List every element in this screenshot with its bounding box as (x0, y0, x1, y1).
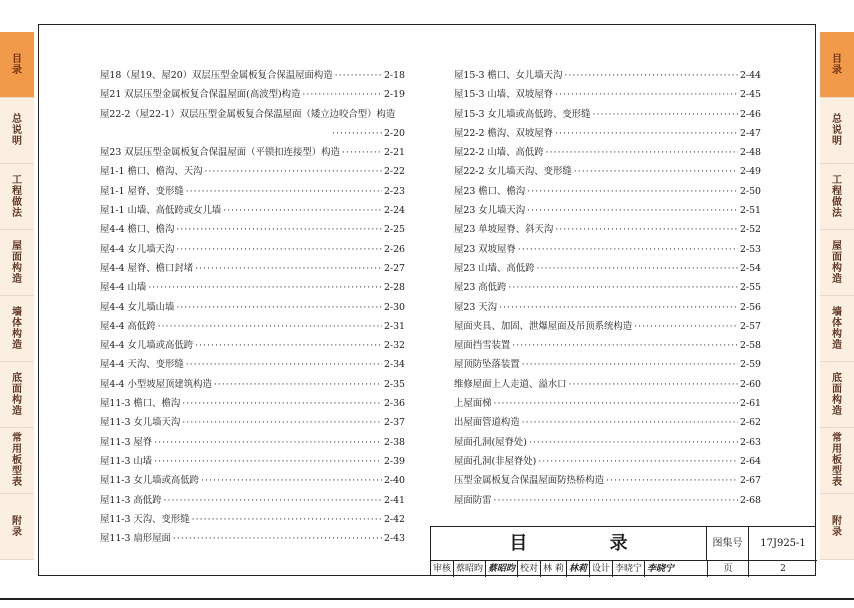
toc-entry-title: 屋22-2 檐沟、双坡屋脊 (454, 127, 554, 139)
signature-row (431, 561, 676, 577)
toc-entry-page: 2-28 (383, 282, 405, 294)
toc-entry-title: 屋1-1 檐口、檐沟、天沟 (100, 166, 203, 178)
toc-entry[interactable] (100, 182, 405, 201)
left-tab-5[interactable]: 底面构造 (0, 362, 34, 428)
toc-entry[interactable] (454, 240, 761, 259)
toc-entry-title: 出屋面管道构造 (454, 417, 520, 429)
toc-entry[interactable] (454, 85, 761, 104)
toc-leader-dots (555, 220, 738, 239)
toc-leader-dots (512, 336, 738, 355)
toc-entry[interactable] (454, 452, 761, 471)
toc-entry[interactable] (100, 491, 405, 510)
toc-entry[interactable] (454, 201, 761, 220)
toc-entry[interactable] (100, 85, 405, 104)
toc-entry-title: 屋面孔洞(屋脊处) (454, 436, 527, 448)
toc-entry-title: 屋4-4 檐口、檐沟 (100, 224, 175, 236)
toc-entry[interactable] (100, 201, 405, 220)
toc-entry-title: 屋面孔洞(非屋脊处) (454, 455, 537, 467)
left-tab-2[interactable]: 工程做法 (0, 164, 34, 230)
toc-entry-page: 2-59 (739, 359, 761, 371)
toc-entry-title: 压型金属板复合保温屋面防热桥构造 (454, 475, 605, 487)
toc-leader-dots (606, 471, 738, 490)
toc-left-column (100, 66, 405, 548)
toc-entry-title: 屋11-3 女儿墙或高低跨 (100, 475, 200, 487)
toc-entry[interactable] (100, 336, 405, 355)
toc-entry-page: 2-51 (739, 205, 761, 217)
left-tab-1[interactable]: 总说明 (0, 98, 34, 164)
toc-leader-dots (574, 162, 738, 181)
right-tab-4[interactable]: 墙体构造 (820, 296, 854, 362)
toc-entry-page: 2-47 (739, 127, 761, 139)
toc-entry[interactable] (454, 259, 761, 278)
toc-entry-page: 2-53 (739, 243, 761, 255)
toc-leader-dots (634, 317, 738, 336)
toc-entry-title: 屋21 双层压型金属板复合保温屋面(高波型)构造 (100, 89, 301, 101)
toc-entry[interactable] (100, 278, 405, 297)
reviewer-label: 审核 (431, 561, 454, 577)
toc-entry[interactable] (454, 220, 761, 239)
toc-entry[interactable] (100, 240, 405, 259)
left-tab-6[interactable]: 常用板型表 (0, 428, 34, 494)
toc-leader-dots (494, 394, 738, 413)
toc-leader-dots (154, 433, 382, 452)
toc-entry[interactable] (454, 413, 761, 432)
toc-entry[interactable] (454, 471, 761, 490)
toc-leader-dots (148, 278, 382, 297)
toc-entry-title: 屋23 山墙、高低跨 (454, 262, 535, 274)
left-tab-column (0, 32, 34, 562)
toc-entry-page: 2-22 (383, 166, 405, 178)
toc-entry-page: 2-56 (739, 301, 761, 313)
toc-entry-title: 上屋面梯 (454, 398, 492, 410)
toc-leader-dots (555, 124, 738, 143)
checker-name: 林 莉 (541, 561, 567, 577)
toc-entry-title: 屋22-2（屋22-1）双层压型金属板复合保温屋面（矮立边咬合型）构造 (100, 108, 396, 120)
toc-leader-dots (302, 85, 382, 104)
toc-entry-title: 屋23 天沟 (454, 301, 498, 313)
toc-leader-dots (176, 298, 382, 317)
toc-entry-title: 屋11-3 女儿墙天沟 (100, 417, 181, 429)
toc-entry-page: 2-60 (739, 378, 761, 390)
toc-entry-page: 2-52 (739, 224, 761, 236)
toc-entry-title: 屋11-3 山墙 (100, 455, 153, 467)
toc-leader-dots (214, 375, 382, 394)
toc-entry-page: 2-19 (383, 89, 405, 101)
toc-entry[interactable] (454, 317, 761, 336)
toc-entry-title: 屋11-3 高低跨 (100, 494, 162, 506)
toc-entry-page: 2-50 (739, 185, 761, 197)
toc-entry-page: 2-18 (383, 70, 405, 81)
toc-entry[interactable] (100, 220, 405, 239)
toc-entry[interactable] (100, 143, 405, 162)
toc-entry-title: 屋11-3 扇形屋面 (100, 533, 171, 545)
toc-entry-page: 2-44 (739, 70, 761, 81)
toc-entry-title: 屋23 双坡屋脊 (454, 243, 516, 255)
toc-entry[interactable] (100, 394, 405, 413)
toc-entry-page: 2-55 (739, 282, 761, 294)
toc-entry-page: 2-38 (383, 436, 405, 448)
toc-entry[interactable] (100, 471, 405, 490)
toc-entry-page: 2-43 (383, 533, 405, 545)
toc-entry-title: 屋18（屋19、屋20）双层压型金属板复合保温屋面构造 (100, 70, 333, 81)
toc-entry-page: 2-57 (739, 320, 761, 332)
toc-entry-title: 屋22-2 山墙、高低跨 (454, 147, 544, 159)
toc-entry[interactable] (454, 355, 761, 374)
toc-leader-dots (508, 278, 738, 297)
toc-entry-title: 屋15-3 女儿墙或高低跨、变形缝 (454, 108, 591, 120)
toc-entry[interactable] (100, 433, 405, 452)
toc-leader-dots (546, 143, 738, 162)
toc-entry-title: 屋面防雷 (454, 494, 492, 506)
toc-leader-dots (342, 143, 382, 162)
toc-leader-dots (195, 336, 382, 355)
toc-entry-page: 2-21 (383, 147, 405, 159)
toc-entry-page: 2-35 (383, 378, 405, 390)
toc-entry-page: 2-40 (383, 475, 405, 487)
atlas-number-label: 图集号 (707, 527, 749, 561)
title-block-title: 目 录 (431, 527, 707, 561)
right-tab-2[interactable]: 工程做法 (820, 164, 854, 230)
toc-entry[interactable] (100, 66, 405, 85)
toc-leader-dots (223, 201, 382, 220)
toc-leader-dots (176, 220, 382, 239)
toc-entry-title: 屋23 单坡屋脊、斜天沟 (454, 224, 554, 236)
toc-entry-page: 2-54 (739, 262, 761, 274)
toc-leader-dots (332, 124, 382, 143)
toc-entry-page: 2-39 (383, 455, 405, 467)
toc-entry-title: 屋4-4 女儿墙天沟 (100, 243, 175, 255)
toc-entry-title: 屋面挡雪装置 (454, 340, 511, 352)
toc-entry-page: 2-42 (383, 513, 405, 525)
toc-entry[interactable] (100, 259, 405, 278)
toc-entry-page: 2-48 (739, 147, 761, 159)
toc-entry-page: 2-24 (383, 205, 405, 217)
toc-entry[interactable] (454, 105, 761, 124)
toc-entry-page: 2-20 (383, 127, 405, 139)
toc-entry-title: 屋4-4 女儿墙山墙 (100, 301, 175, 313)
toc-entry-page: 2-36 (383, 398, 405, 410)
right-tab-7[interactable]: 附录 (820, 494, 854, 560)
toc-leader-dots (518, 240, 738, 259)
toc-leader-dots (186, 355, 382, 374)
right-tab-column (820, 32, 854, 562)
toc-entry-page: 2-37 (383, 417, 405, 429)
toc-entry[interactable] (100, 529, 405, 548)
left-tab-7[interactable]: 附录 (0, 494, 34, 560)
toc-entry[interactable] (100, 452, 405, 471)
toc-leader-dots (522, 355, 738, 374)
toc-entry[interactable] (100, 413, 405, 432)
right-tab-3[interactable]: 屋面构造 (820, 230, 854, 296)
toc-leader-dots (537, 259, 738, 278)
toc-entry[interactable] (454, 491, 761, 510)
toc-entry-page: 2-31 (383, 320, 405, 332)
toc-leader-dots (538, 452, 738, 471)
toc-entry-page: 2-30 (383, 301, 405, 313)
left-tab-3[interactable]: 屋面构造 (0, 230, 34, 296)
right-tab-6[interactable]: 常用板型表 (820, 428, 854, 494)
toc-leader-dots (522, 413, 738, 432)
toc-leader-dots (529, 433, 738, 452)
toc-entry[interactable] (454, 182, 761, 201)
toc-entry[interactable] (454, 278, 761, 297)
toc-leader-dots (201, 471, 382, 490)
toc-entry-page: 2-68 (739, 494, 761, 506)
toc-entry[interactable] (100, 510, 405, 529)
toc-entry[interactable] (100, 355, 405, 374)
toc-entry-title: 屋4-4 屋脊、檐口封堵 (100, 262, 194, 274)
toc-entry-title: 屋4-4 山墙 (100, 282, 147, 294)
toc-entry[interactable] (454, 336, 761, 355)
toc-entry-title: 屋23 双层压型金属板复合保温屋面（平锁扣连接型）构造 (100, 147, 340, 159)
toc-entry-title: 屋顶防坠落装置 (454, 359, 520, 371)
toc-leader-dots (564, 66, 738, 85)
toc-leader-dots (173, 529, 382, 548)
toc-leader-dots (499, 298, 738, 317)
toc-entry-page: 2-46 (739, 108, 761, 120)
toc-leader-dots (494, 491, 738, 510)
toc-entry-title: 屋面夹具、加固、泄爆屋面及吊顶系统构造 (454, 320, 633, 332)
toc-entry-title: 屋11-3 屋脊 (100, 436, 153, 448)
checker-label: 校对 (518, 561, 541, 577)
toc-entry-page: 2-32 (383, 340, 405, 352)
toc-entry-page: 2-67 (739, 475, 761, 487)
toc-leader-dots (204, 162, 381, 181)
toc-entry[interactable] (454, 375, 761, 394)
reviewer-signature: 蔡昭昀 (486, 561, 518, 577)
toc-entry[interactable] (100, 162, 405, 181)
reviewer-name: 蔡昭昀 (454, 561, 486, 577)
bottom-rule (0, 598, 854, 600)
toc-entry-page: 2-26 (383, 243, 405, 255)
toc-entry-title: 维修屋面上人走道、溢水口 (454, 378, 567, 390)
left-tab-4[interactable]: 墙体构造 (0, 296, 34, 362)
toc-leader-dots (555, 85, 738, 104)
toc-entry-title: 屋23 高低跨 (454, 282, 507, 294)
right-tab-5[interactable]: 底面构造 (820, 362, 854, 428)
toc-entry-page: 2-61 (739, 398, 761, 410)
right-tab-1[interactable]: 总说明 (820, 98, 854, 164)
toc-leader-dots (527, 201, 738, 220)
page-label: 页 (707, 561, 749, 577)
toc-entry[interactable] (454, 124, 761, 143)
toc-leader-dots (527, 182, 738, 201)
toc-entry-title: 屋15-3 山墙、双坡屋脊 (454, 89, 554, 101)
toc-entry[interactable] (100, 105, 405, 124)
toc-leader-dots (182, 394, 382, 413)
toc-entry-title: 屋4-4 天沟、变形缝 (100, 359, 184, 371)
toc-entry-title: 屋23 女儿墙天沟 (454, 205, 526, 217)
toc-leader-dots (192, 510, 382, 529)
toc-leader-dots (164, 491, 382, 510)
toc-entry-page: 2-63 (739, 436, 761, 448)
toc-entry-title: 屋1-1 山墙、高低跨或女儿墙 (100, 205, 222, 217)
toc-entry-page: 2-58 (739, 340, 761, 352)
toc-entry-title: 屋11-3 天沟、变形缝 (100, 513, 190, 525)
toc-entry-page: 2-49 (739, 166, 761, 178)
toc-right-column (454, 66, 761, 510)
toc-entry-title: 屋4-4 女儿墙或高低跨 (100, 340, 194, 352)
toc-entry-page: 2-25 (383, 224, 405, 236)
toc-entry[interactable] (454, 433, 761, 452)
toc-entry[interactable] (454, 66, 761, 85)
toc-entry[interactable] (100, 375, 405, 394)
toc-entry[interactable] (454, 143, 761, 162)
toc-entry-page: 2-23 (383, 185, 405, 197)
toc-entry-page: 2-45 (739, 89, 761, 101)
toc-leader-dots (335, 66, 382, 85)
right-tab-0[interactable]: 目录 (820, 32, 854, 98)
designer-label: 设计 (590, 561, 613, 577)
toc-leader-dots (182, 413, 382, 432)
toc-entry[interactable] (100, 317, 405, 336)
toc-entry-page: 2-34 (383, 359, 405, 371)
checker-signature: 林莉 (567, 561, 590, 577)
toc-entry-title: 屋15-3 檐口、女儿墙天沟 (454, 70, 563, 81)
toc-entry-page: 2-27 (383, 262, 405, 274)
toc-entry[interactable] (100, 124, 405, 143)
toc-entry[interactable] (454, 298, 761, 317)
toc-entry[interactable] (454, 162, 761, 181)
atlas-number: 17J925-1 (749, 527, 817, 561)
toc-entry-title: 屋1-1 屋脊、变形缝 (100, 185, 184, 197)
toc-entry-page: 2-62 (739, 417, 761, 429)
toc-entry[interactable] (454, 394, 761, 413)
toc-leader-dots (154, 452, 382, 471)
title-block (430, 526, 816, 576)
designer-name: 李晓宁 (613, 561, 645, 577)
toc-leader-dots (593, 105, 738, 124)
toc-entry[interactable] (100, 298, 405, 317)
page-number: 2 (780, 564, 786, 574)
toc-entry-page: 2-64 (739, 455, 761, 467)
toc-leader-dots (176, 240, 382, 259)
toc-leader-dots (569, 375, 738, 394)
designer-signature: 李晓宁 (646, 564, 674, 574)
toc-entry-title: 屋22-2 女儿墙天沟、变形缝 (454, 166, 572, 178)
toc-entry-title: 屋4-4 高低跨 (100, 320, 156, 332)
toc-entry-title: 屋23 檐口、檐沟 (454, 185, 526, 197)
toc-leader-dots (195, 259, 382, 278)
toc-leader-dots (158, 317, 382, 336)
left-tab-0[interactable]: 目录 (0, 32, 34, 98)
toc-entry-title: 屋4-4 小型坡屋顶建筑构造 (100, 378, 212, 390)
toc-entry-page: 2-41 (383, 494, 405, 506)
toc-entry-title: 屋11-3 檐口、檐沟 (100, 398, 181, 410)
toc-leader-dots (186, 182, 382, 201)
